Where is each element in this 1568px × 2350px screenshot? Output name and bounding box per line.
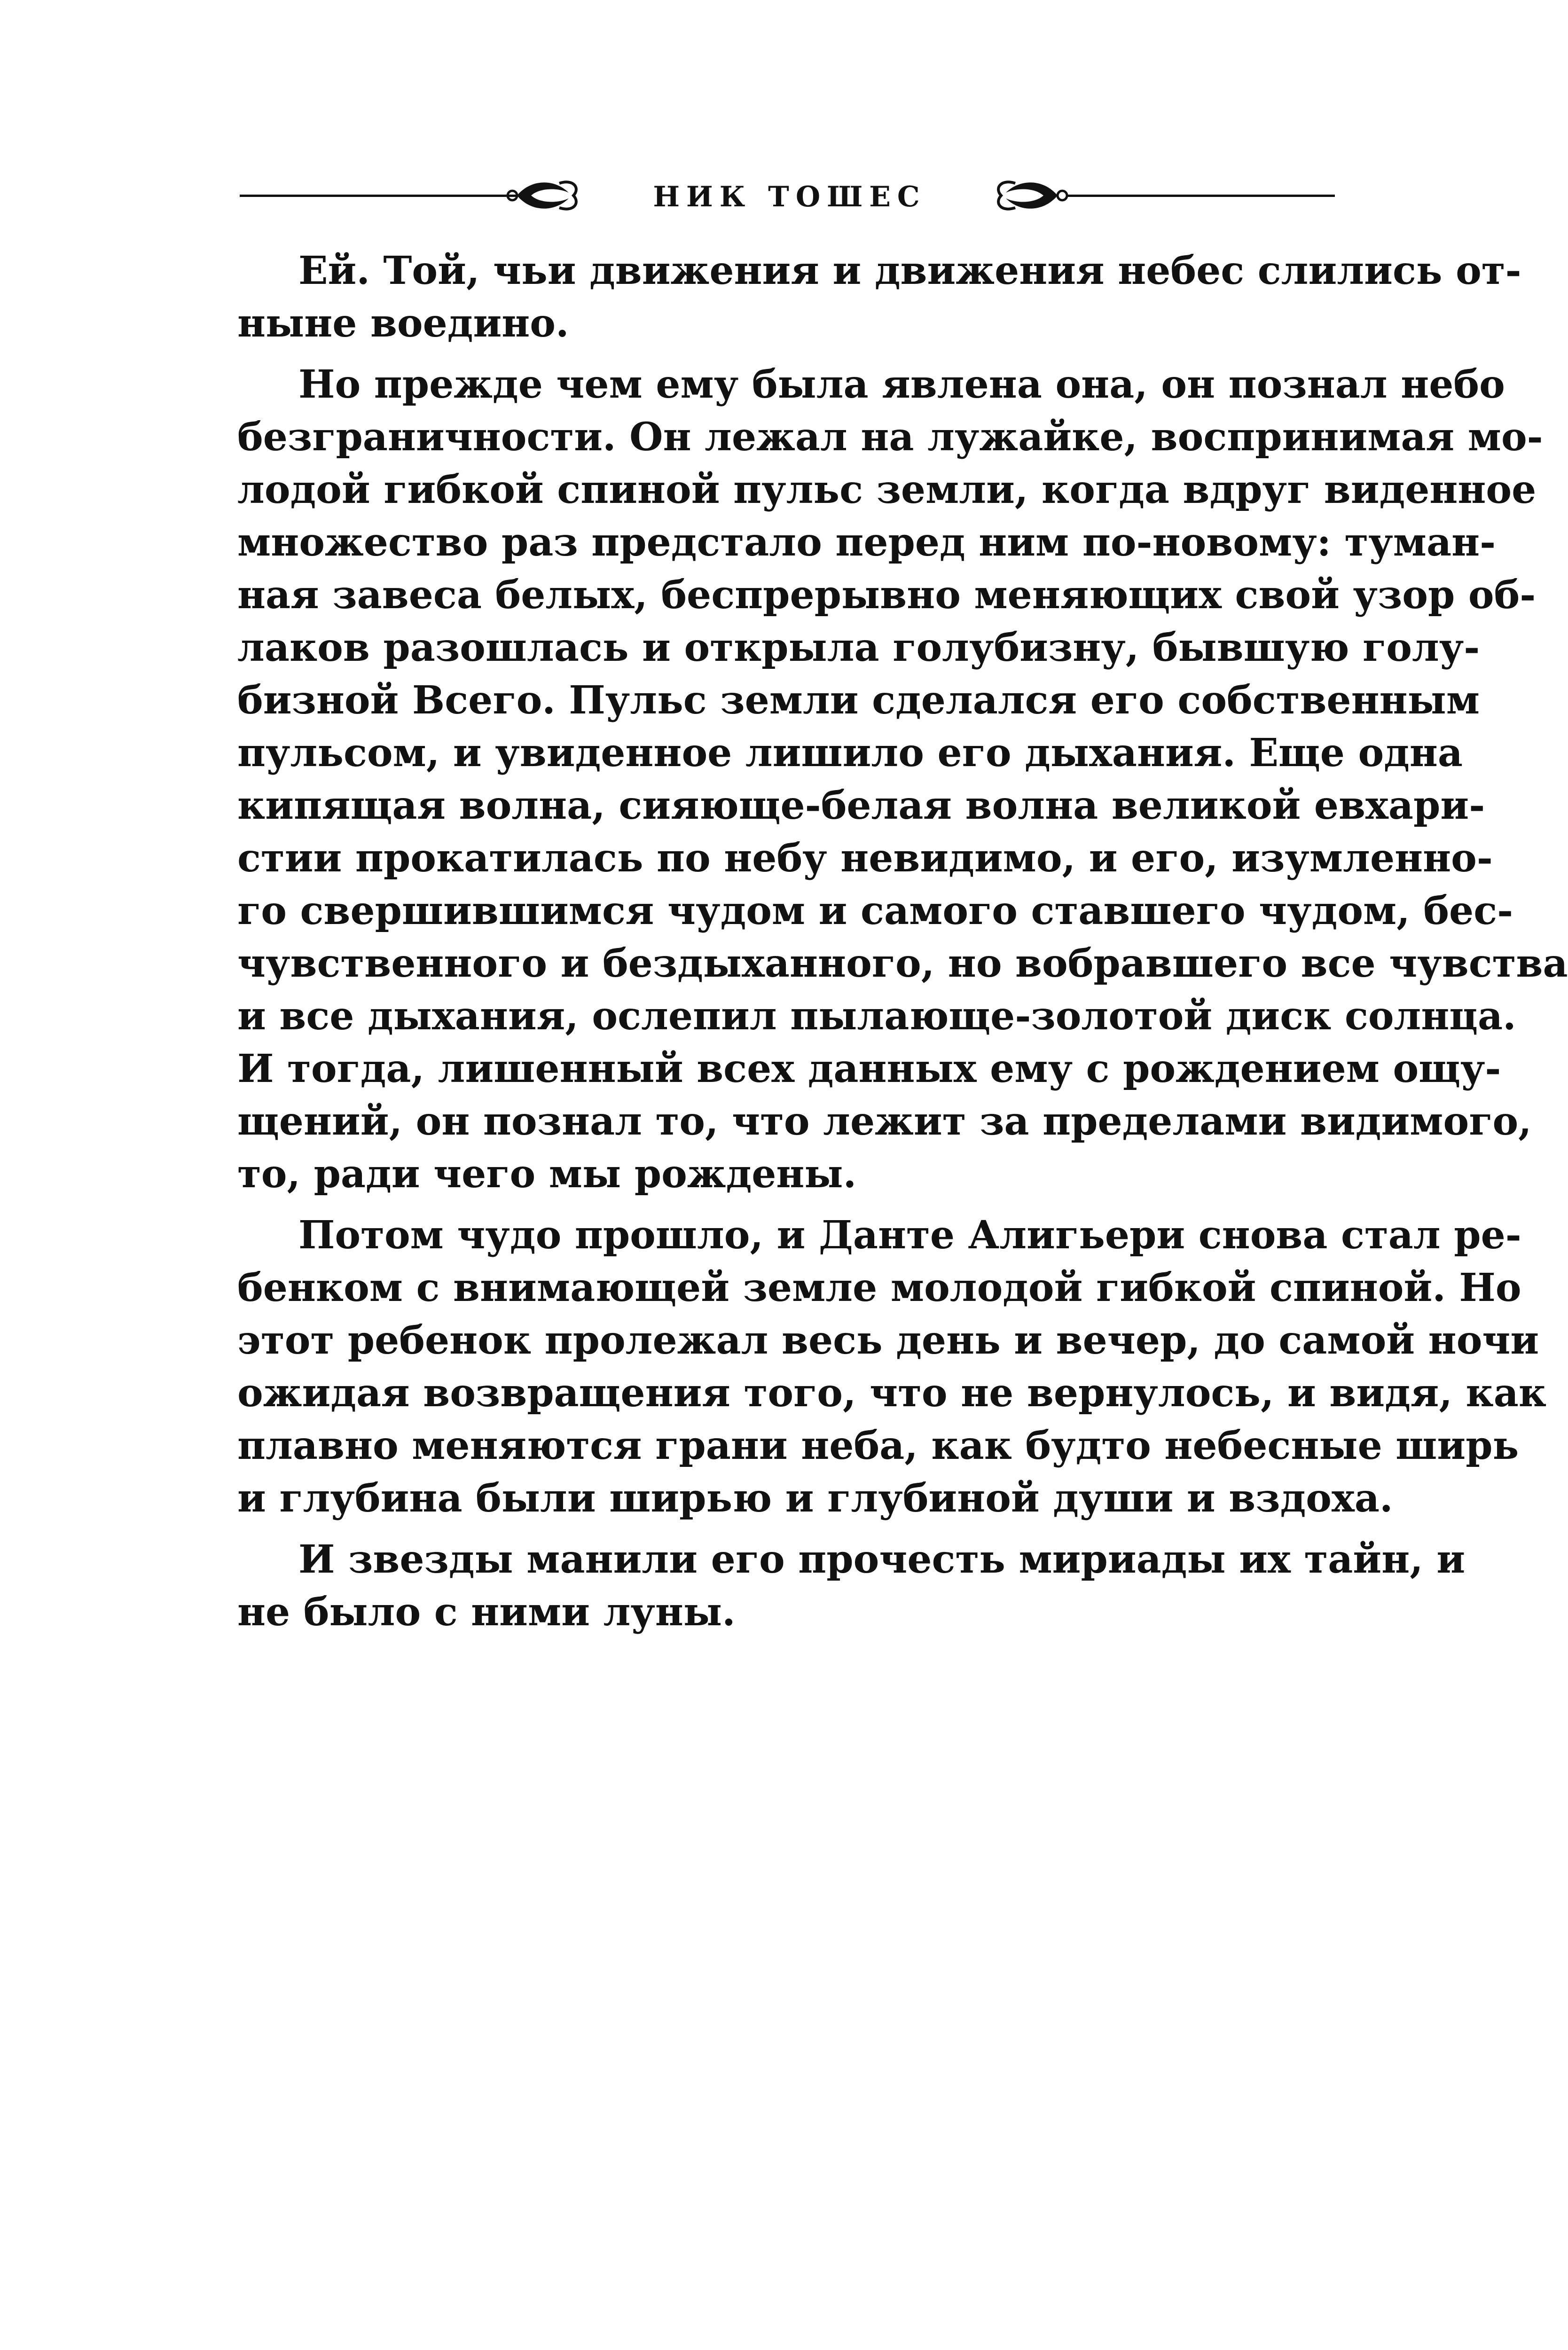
body-text bbox=[237, 244, 1568, 1647]
paragraph-2 bbox=[237, 358, 1568, 1200]
fleuron-ornament-right-icon bbox=[992, 174, 1072, 216]
text-line: лодой гибкой спиной пульс земли, когда вдруг виденное bbox=[237, 467, 1537, 512]
text-line: И тогда, лишенный всех данных ему с рождением ощу- bbox=[237, 1046, 1501, 1091]
text-line: го свершившимся чудом и самого ставшего чудом, бес- bbox=[237, 888, 1513, 933]
text-line: и все дыхания, ослепил пылающе-золотой диск солнца. bbox=[237, 994, 1516, 1039]
text-line: Потом чудо прошло, и Данте Алигьери снова стал ре- bbox=[298, 1213, 1521, 1258]
text-line: ожидая возвращения того, что не вернулось, и видя, как bbox=[237, 1371, 1547, 1416]
text-line: этот ребенок пролежал весь день и вечер, до самой ночи bbox=[237, 1318, 1539, 1363]
text-line: лаков разошлась и открыла голубизну, бывшую голу- bbox=[237, 625, 1480, 670]
text-line: Ей. Той, чьи движения и движения небес слились от- bbox=[298, 248, 1521, 293]
text-line: чувственного и бездыханного, но вобравшего все чувства bbox=[237, 941, 1568, 986]
text-line: и глубина были ширью и глубиной души и вздоха. bbox=[237, 1476, 1393, 1521]
text-line: плавно меняются грани неба, как будто небесные ширь bbox=[237, 1423, 1519, 1468]
header-rule-left bbox=[240, 195, 517, 197]
paragraph-1 bbox=[237, 244, 1521, 350]
running-head bbox=[240, 174, 1335, 216]
text-line: пульсом, и увиденное лишило его дыхания. Еще одна bbox=[237, 730, 1463, 776]
text-line: бенком с внимающей земле молодой гибкой спиной. Но bbox=[237, 1265, 1521, 1310]
text-line: не было с ними луны. bbox=[237, 1590, 736, 1635]
header-rule-right bbox=[1067, 195, 1335, 197]
fleuron-ornament-left-icon bbox=[503, 174, 583, 216]
text-line: И звезды манили его прочесть мириады их тайн, и bbox=[298, 1537, 1466, 1582]
text-line: Но прежде чем ему была явлена она, он познал небо bbox=[298, 362, 1505, 407]
text-line: стии прокатилась по небу невидимо, и его, изумленно- bbox=[237, 836, 1493, 881]
text-line: бизной Всего. Пульс земли сделался его собственным bbox=[237, 678, 1480, 723]
text-line: множество раз предстало перед ним по-новому: туман- bbox=[237, 520, 1496, 565]
paragraph-4 bbox=[237, 1533, 1466, 1638]
paragraph-3 bbox=[237, 1209, 1547, 1525]
text-line: ная завеса белых, беспрерывно меняющих свой узор об- bbox=[237, 572, 1536, 618]
text-line: ныне воедино. bbox=[237, 301, 569, 346]
text-line: безграничности. Он лежал на лужайке, воспринимая мо- bbox=[237, 415, 1543, 460]
text-line: щений, он познал то, что лежит за пределами видимого, bbox=[237, 1099, 1532, 1144]
text-line: то, ради чего мы рождены. bbox=[237, 1152, 857, 1197]
running-head-author: НИК ТОШЕС bbox=[653, 180, 926, 213]
text-line: кипящая волна, сияюще-белая волна великой евхари- bbox=[237, 783, 1485, 828]
